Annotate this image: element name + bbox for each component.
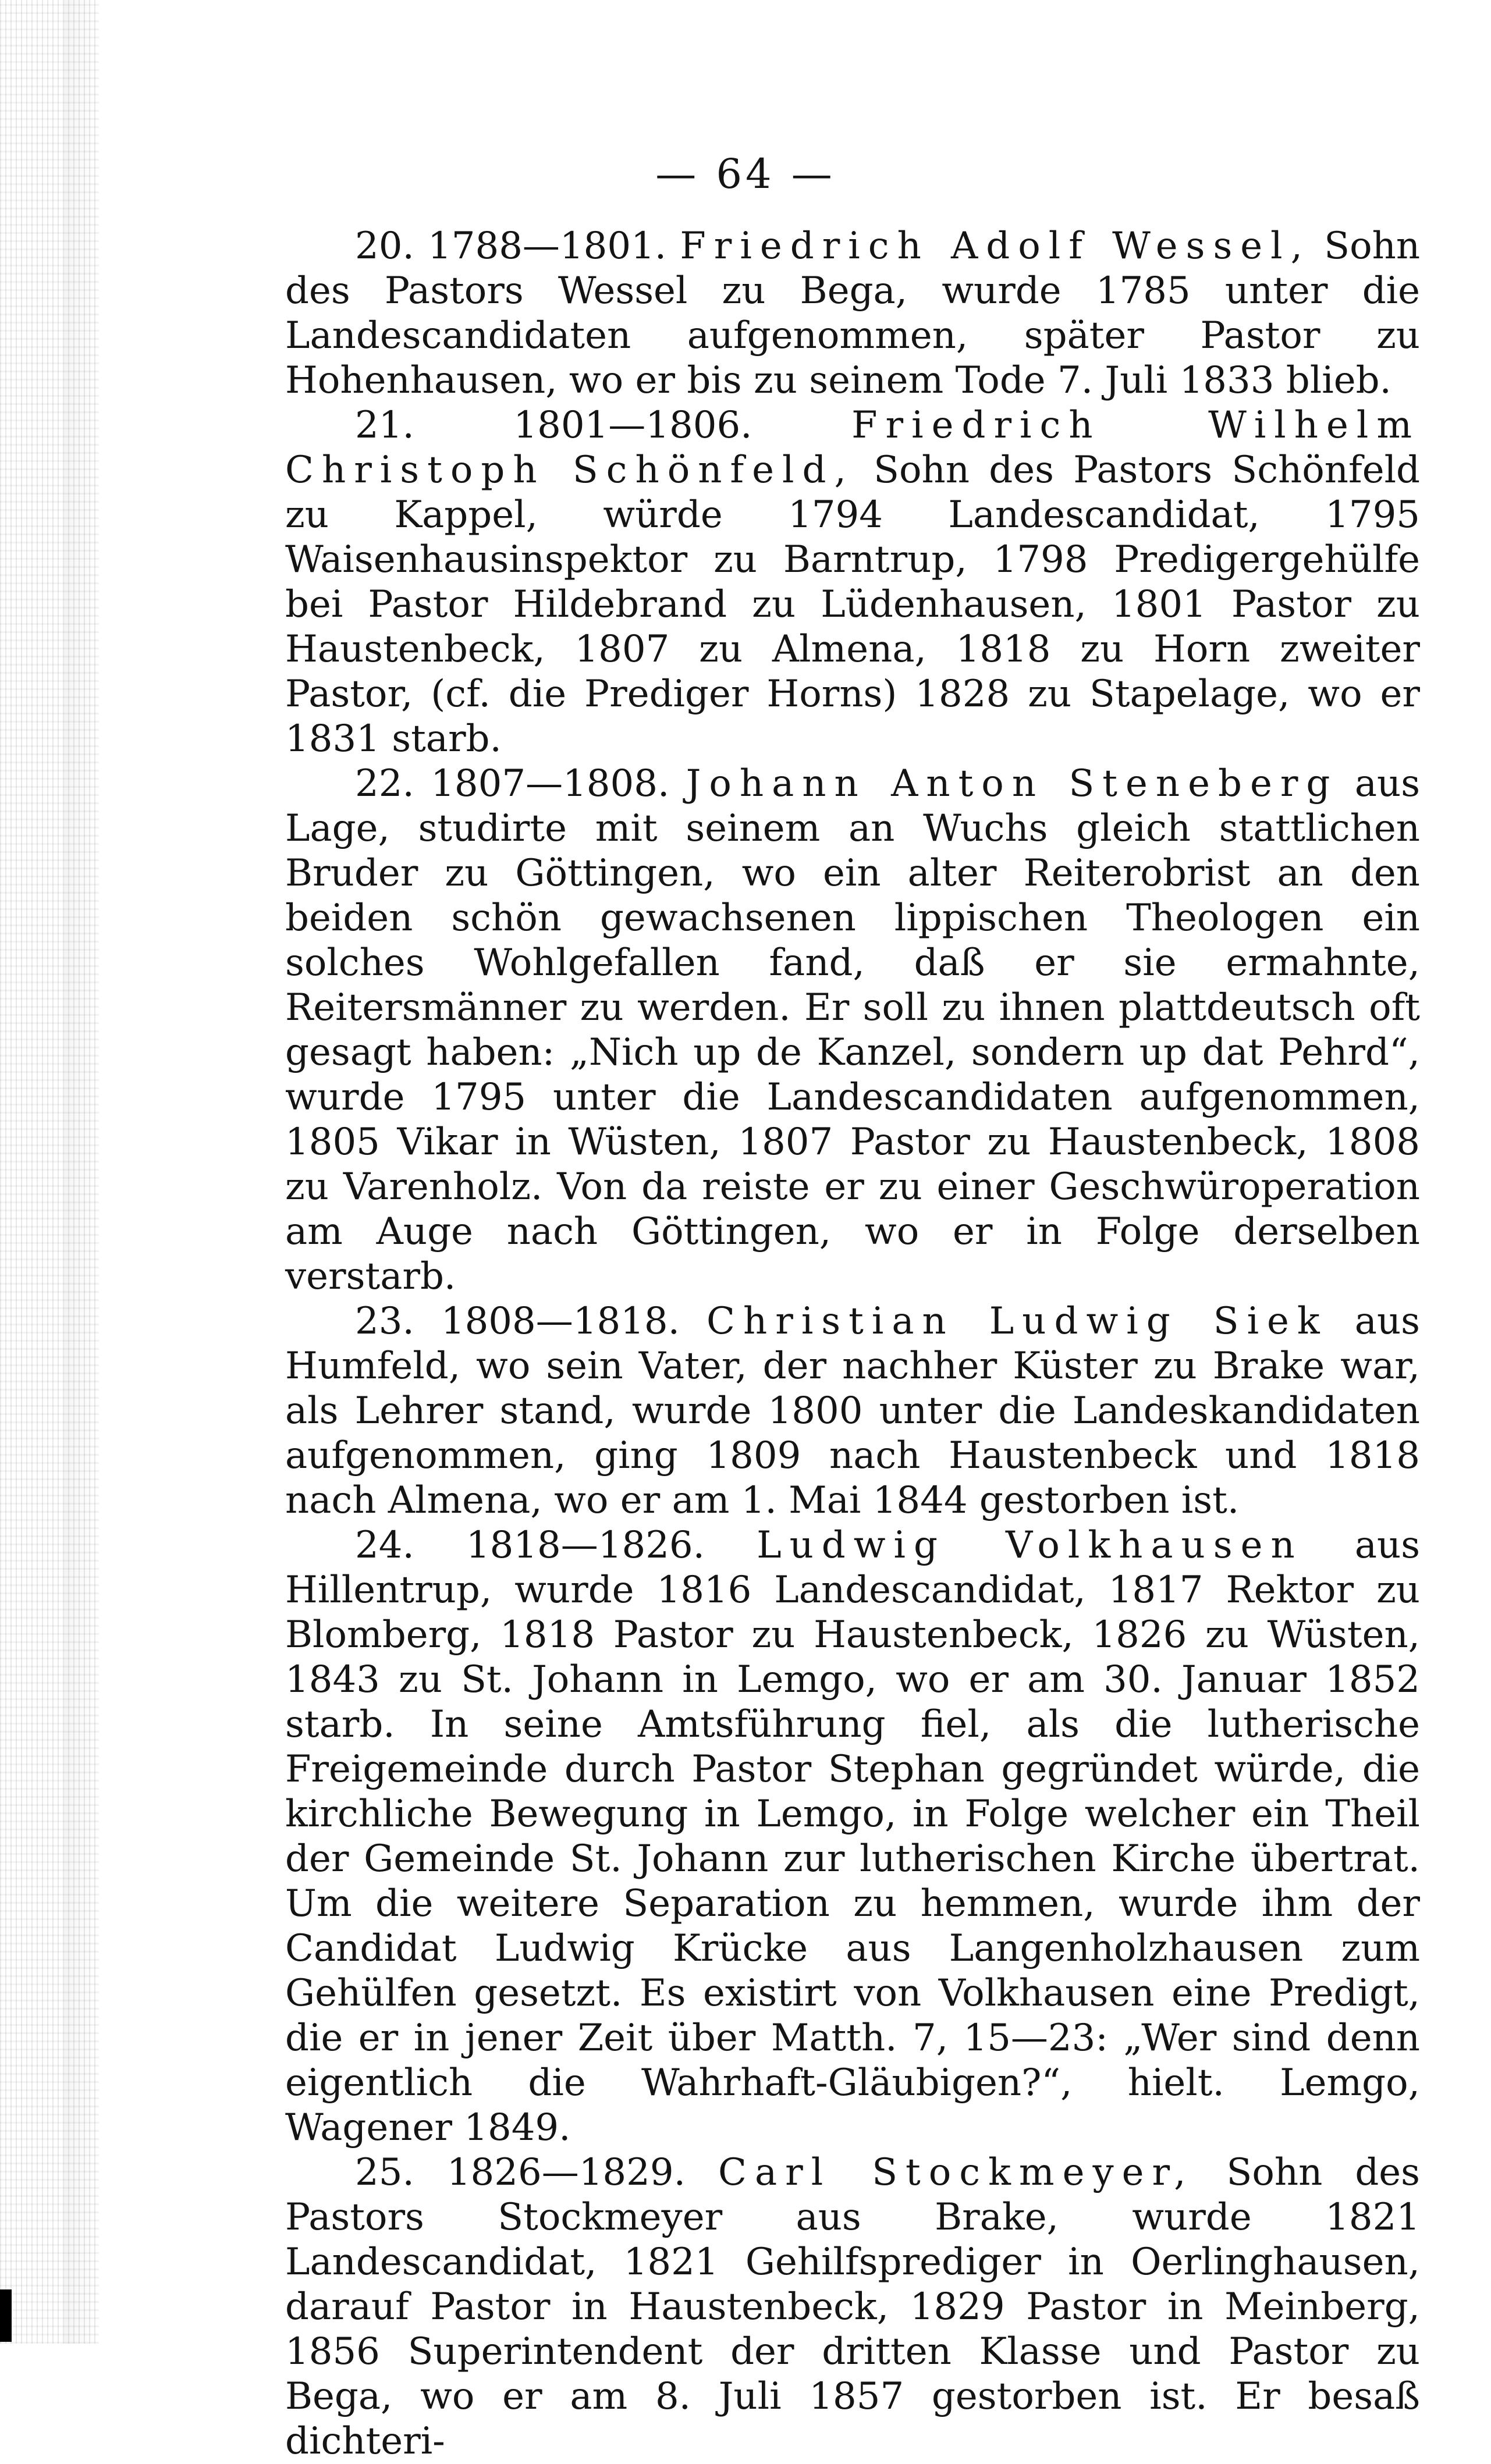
- entry-number: 22.: [355, 762, 414, 805]
- scan-corner-mark: [0, 2289, 12, 2342]
- entry-number: 23.: [355, 1300, 414, 1343]
- main-text: [285, 224, 1420, 2464]
- entry-paragraph: [285, 1523, 1420, 2150]
- entry-number: 20.: [355, 225, 414, 268]
- entry-text: Sohn des Pastors Wessel zu Bega, wurde 1785 unter die Landescandidaten aufgenommen, später Pastor zu Hohenhausen, wo er bis zu seinem Tode 7. Juli 1833 blieb.: [285, 225, 1421, 402]
- entry-years: 1801—1806.: [513, 404, 752, 447]
- entry-name: Ludwig Volkhausen: [757, 1524, 1303, 1567]
- entry-text: aus Humfeld, wo sein Vater, der nachher Küster zu Brake war, als Lehrer stand, wurde 1800 unter die Landeskandidaten aufgenommen, ging 1809 nach Haustenbeck und 1818 nach Almena, wo er am 1. Mai 1844 gestorben ist.: [285, 1300, 1421, 1522]
- entry-number: 21.: [355, 404, 414, 447]
- entry-number: 25.: [355, 2151, 414, 2194]
- entry-name: Friedrich Adolf Wessel,: [680, 225, 1311, 268]
- entry-years: 1788—1801.: [428, 225, 667, 268]
- entry-paragraph: [285, 2150, 1420, 2464]
- entry-years: 1818—1826.: [466, 1524, 705, 1567]
- entry-years: 1808—1818.: [441, 1300, 680, 1343]
- page-number: — 64 —: [655, 150, 836, 198]
- entry-paragraph: [285, 1299, 1420, 1523]
- entry-years: 1826—1829.: [446, 2151, 686, 2194]
- entry-text: Sohn des Pastors Schönfeld zu Kappel, würde 1794 Landescandidat, 1795 Waisenhausinspektor zu Barntrup, 1798 Predigergehülfe bei Pastor Hildebrand zu Lüdenhausen, 1801 Pastor zu Haustenbeck, 1807 zu Almena, 1818 zu Horn zweiter Pastor, (cf. die Prediger Horns) 1828 zu Stapelage, wo er 1831 starb.: [285, 449, 1421, 760]
- entry-paragraph: [285, 762, 1420, 1299]
- entry-text: Sohn des Pastors Stockmeyer aus Brake, wurde 1821 Landescandidat, 1821 Gehilfsprediger in Oerlinghausen, darauf Pastor in Haustenbeck, 1829 Pastor in Meinberg, 1856 Superintendent der dritten Klasse und Pastor zu Bega, wo er am 8. Juli 1857 gestorben ist. Er besaß dichteri-: [285, 2151, 1421, 2463]
- entry-paragraph: [285, 403, 1420, 762]
- entry-name: Friedrich Wilhelm Christoph Schönfeld,: [285, 404, 1421, 492]
- entry-number: 24.: [355, 1524, 414, 1567]
- entry-years: 1807—1808.: [431, 762, 670, 805]
- entry-text: aus Lage, studirte mit seinem an Wuchs gleich stattlichen Bruder zu Göttingen, wo ein alter Reiterobrist an den beiden schön gewachsenen lippischen Theologen ein solches Wohlgefallen fand, daß er sie ermahnte, Reitersmänner zu werden. Er soll zu ihnen plattdeutsch oft gesagt haben: „Nich up de Kanzel, sondern up dat Pehrd“, wurde 1795 unter die Landescandidaten aufgenommen, 1805 Vikar in Wüsten, 1807 Pastor zu Haustenbeck, 1808 zu Varenholz. Von da reiste er zu einer Geschwüroperation am Auge nach Göttingen, wo er in Folge derselben verstarb.: [285, 762, 1421, 1298]
- entry-text: aus Hillentrup, wurde 1816 Landescandidat, 1817 Rektor zu Blomberg, 1818 Pastor zu Haustenbeck, 1826 zu Wüsten, 1843 zu St. Johann in Lemgo, wo er am 30. Januar 1852 starb. In seine Amtsführung fiel, als die lutherische Freigemeinde durch Pastor Stephan gegründet würde, die kirchliche Bewegung in Lemgo, in Folge welcher ein Theil der Gemeinde St. Johann zur lutherischen Kirche übertrat. Um die weitere Separation zu hemmen, wurde ihm der Candidat Ludwig Krücke aus Langenholzhausen zum Gehülfen gesetzt. Es existirt von Volkhausen eine Predigt, die er in jener Zeit über Matth. 7, 15—23: „Wer sind denn eigentlich die Wahrhaft-Gläubigen?“, hielt. Lemgo, Wagener 1849.: [285, 1524, 1421, 2149]
- entry-name: Carl Stockmeyer,: [718, 2151, 1194, 2194]
- scan-margin-shadow: [0, 0, 99, 2344]
- entry-name: Christian Ludwig Siek: [707, 1300, 1328, 1343]
- entry-paragraph: [285, 224, 1420, 403]
- entry-name: Johann Anton Steneberg: [686, 762, 1339, 805]
